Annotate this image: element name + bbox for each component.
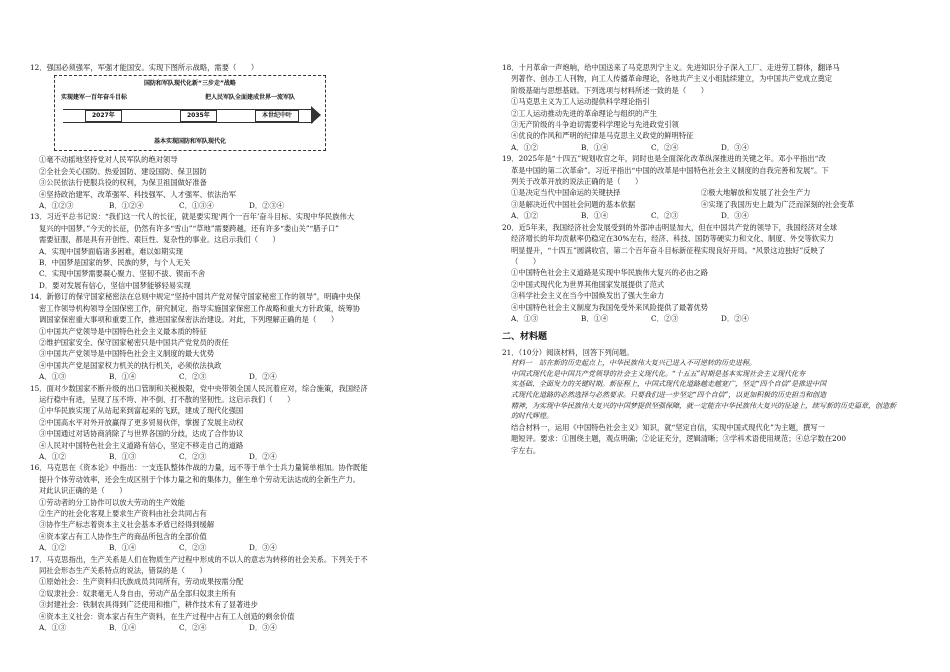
section-heading: 二、材料题 bbox=[502, 332, 548, 343]
q13-stem: 需要征服，都是具有开创性、艰巨性、复杂性的事业。这启示我们（ ） bbox=[39, 235, 280, 245]
option-c: C．②③ bbox=[651, 211, 679, 221]
q19-stem: 革是中国的第二次革命”。习近平指出“中国的改革是中国特色社会主义制度的自我完善和发展”。下 bbox=[511, 165, 829, 175]
strategy-diagram bbox=[54, 75, 326, 151]
q20-options bbox=[502, 313, 940, 324]
option-b: B．①③ bbox=[109, 451, 137, 461]
q12-item: ④坚持政治建军、改革强军、科技强军、人才强军、依法治军 bbox=[39, 189, 237, 199]
q20-item: ④中国特色社会主义制度为我国免受外来风险提供了最著优势 bbox=[511, 302, 709, 312]
q16-stem: 16．马克思在《资本论》中指出：一支连队整体作战的力量，远不等于单个士兵力量简单相加。协作既能 bbox=[30, 463, 368, 473]
q14-item: ②维护国家安全、保守国家秘密只是中国共产党党员的责任 bbox=[39, 337, 229, 347]
q15-stem: 运行稳中有进，呈现了压不垮、冲不倒、打不散的坚韧性。这启示我们（ ） bbox=[39, 394, 295, 404]
q18-item: ③无产阶级的斗争迫切需要科学理论与先进政党引领 bbox=[511, 120, 679, 130]
option-d: D．②④ bbox=[249, 451, 277, 461]
q20-item: ①中国特色社会主义道路是实现中华民族伟大复兴的必由之路 bbox=[511, 268, 709, 278]
q13-choice: A．实现中国梦面临诸多困难，难以如期实现 bbox=[39, 246, 183, 256]
option-c: C．②③ bbox=[179, 543, 207, 553]
option-a: A．①② bbox=[39, 543, 67, 553]
left-column bbox=[30, 62, 468, 633]
q19-stem: 列关于改革开放的说法正确的是（ ） bbox=[511, 177, 643, 187]
option-d: D．②③④ bbox=[249, 201, 285, 211]
option-b: B．①④ bbox=[109, 543, 137, 553]
option-a: A．①② bbox=[511, 211, 539, 221]
q18-item: ④优良的作风和严明的纪律是马克思主义政党的鲜明特征 bbox=[511, 131, 694, 141]
q13-choice: D．要对发展有信心，坚信中国梦能够轻易实现 bbox=[39, 280, 191, 290]
q14-item: ①中国共产党领导是中国特色社会主义最本质的特征 bbox=[39, 326, 207, 336]
option-d: D．③④ bbox=[249, 543, 277, 553]
option-a: A．①② bbox=[511, 142, 539, 152]
q14-item: ③中国共产党领导是中国特色社会主义制度的最大优势 bbox=[39, 349, 215, 359]
q20-stem: 明显提升，“十四五”圆满收官，第二个百年奋斗目标新征程实现良好开局。“风景这边独好”反映了 bbox=[511, 245, 826, 255]
option-a: A．①② bbox=[39, 451, 67, 461]
q19-item: ②极大地解放和发展了社会生产力 bbox=[701, 188, 811, 198]
right-column bbox=[502, 62, 940, 456]
q17-item: ④资本主义社会：资本家占有生产资料，在生产过程中占有工人创造的剩余价值 bbox=[39, 611, 295, 621]
q20-stem: 经济增长的年均贡献率仍稳定在30%左右，经济、科技、国防等硬实力和文化、制度、外交等软实力 bbox=[511, 234, 834, 244]
option-a: A．①③ bbox=[39, 623, 67, 633]
option-d: D．③④ bbox=[721, 211, 749, 221]
q19-options bbox=[502, 210, 940, 221]
option-a: A．①②③ bbox=[39, 201, 74, 211]
material-line: 精神，为实现中华民族伟大复兴的中国梦提供坚强保障，就一定能在中华民族伟大复兴的征途上，续写新的历史篇章，创造新 bbox=[511, 401, 896, 410]
option-b: B．①②④ bbox=[109, 201, 144, 211]
task-line: 结合材料一，运用《中国特色社会主义》知识，就“坚定自信，实现中国式现代化”为主题，撰写一 bbox=[511, 422, 825, 432]
q18-item: ②工人运动推动先进的革命理论与组织的产生 bbox=[511, 108, 657, 118]
q17-options bbox=[30, 622, 468, 633]
option-c: C．①③④ bbox=[179, 201, 214, 211]
option-c: C．②④ bbox=[179, 623, 207, 633]
q19-items-row bbox=[502, 187, 940, 198]
q16-item: ①劳动者的分工协作可以放大劳动的生产效能 bbox=[39, 497, 185, 507]
q12-options bbox=[30, 200, 468, 211]
q15-item: ④人民对中国特色社会主义道路有信心，坚定不移走自己的道路 bbox=[39, 440, 244, 450]
q17-item: ②奴隶社会：奴隶毫无人身自由，劳动产品全部归奴隶主所有 bbox=[39, 588, 237, 598]
material-line: 式现代化道路的必然选择与必然要求。只要我们进一步坚定“四个自信”，以更加积极的历史担当和创造 bbox=[511, 390, 827, 399]
task-line: 题短评。要求：①围绕主题，观点明确；②论证充分，逻辑清晰；③学科术语使用规范；④总字数在200 bbox=[511, 434, 846, 444]
q12-item: ③公民依法行使服兵役的权利，为保卫祖国做好准备 bbox=[39, 178, 207, 188]
material-line: 中国式现代化是中国共产党领导的社会主义现代化。“十五五”时期是基本实现社会主义现代化夯 bbox=[511, 369, 806, 378]
q17-stem: 17．马克思指出，生产关系是人们在物质生产过程中形成的不以人的意志为转移的社会关系。下列关于不 bbox=[30, 554, 368, 564]
q13-choice: B．中国梦是国家的梦、民族的梦，与个人无关 bbox=[39, 258, 191, 268]
q12-stem: 12．强国必须强军，军强才能国安。实现下图所示战略，需要（ ） bbox=[30, 63, 259, 72]
q13-stem: 复兴的中国梦。”今天的长征，仍然有许多“雪山”“草地”需要跨越，还有许多“娄山关”“腊子口” bbox=[39, 223, 339, 233]
diagram-label-bottom: 基本实现国防和军队现代化 bbox=[153, 138, 226, 145]
q19-item: ④实现了我国历史上最为广泛而深刻的社会变革 bbox=[701, 199, 855, 209]
timeline-arrowhead bbox=[311, 106, 321, 124]
q21-stem: 21．（10分）阅读材料，回答下列问题。 bbox=[502, 347, 634, 357]
q16-stem: 对此认识正确的是（ ） bbox=[39, 486, 127, 496]
q14-stem: 密工作领导机构领导全国保密工作，研究制定、指导实施国家保密工作战略和重大方针政策，统筹协 bbox=[39, 303, 361, 313]
option-c: C．②④ bbox=[651, 142, 679, 152]
option-b: B．①④ bbox=[581, 313, 609, 323]
q16-item: ④资本家占有工人协作生产的商品所包含的全部价值 bbox=[39, 531, 207, 541]
option-b: B．①④ bbox=[581, 211, 609, 221]
option-d: D．③④ bbox=[721, 142, 749, 152]
q19-item: ③是解决近代中国社会问题的基本依据 bbox=[511, 199, 636, 209]
q16-stem: 提升个体劳动效率，还会生成区别于个体力量之和的集体力，催生单个劳动无法达成的全新生产力。 bbox=[39, 474, 361, 484]
option-b: B．①④ bbox=[109, 372, 137, 382]
material-block bbox=[502, 358, 940, 422]
diagram-label-right: 把人民军队全面建成世界一流军队 bbox=[205, 94, 296, 102]
year-2035: 2035年 bbox=[180, 110, 217, 122]
q18-item: ①马克思主义为工人运动提供科学理论指引 bbox=[511, 97, 650, 107]
q19-stem: 19．2025年是“十四五”规划收官之年，同时也是全面深化改革纵深推进的关键之年。邓小平指出“改 bbox=[502, 154, 826, 164]
year-2027: 2027年 bbox=[85, 110, 122, 122]
q18-stem: 阶级基础与思想基础。下列选项与材料所述一致的是（ ） bbox=[511, 85, 709, 95]
q18-stem: 列著作、创办工人刊物，向工人传播革命理论，各地共产主义小组陆续建立，为中国共产党成立奠定 bbox=[511, 74, 833, 84]
q20-stem: （ ） bbox=[511, 256, 541, 266]
material-line: 实基础、全面发力的关键时期。新征程上，中国式现代化道路越走越宽广，坚定“四个自信”是推进中国 bbox=[511, 380, 827, 389]
q15-item: ②中国高水平对外开放赢得了更多贸易伙伴，掌握了发展主动权 bbox=[39, 417, 244, 427]
material-line: 材料一 站在新的历史起点上，中华民族伟大复兴已进入不可逆转的历史进程。 bbox=[511, 359, 756, 368]
q16-options bbox=[30, 542, 468, 553]
q18-options bbox=[502, 142, 940, 153]
q13-stem: 13．习近平总书记说：“我们这一代人的长征，就是要实现‘两个一百年’奋斗目标、实现中华民族伟大 bbox=[30, 212, 355, 222]
q16-item: ③协作生产标志着资本主义社会基本矛盾已经得到缓解 bbox=[39, 520, 215, 530]
q15-item: ③中国通过对话协商消除了与世界各国的分歧，达成了合作协议 bbox=[39, 429, 244, 439]
option-d: D．②④ bbox=[721, 313, 749, 323]
q20-item: ②中国式现代化为世界其他国家发展提供了范式 bbox=[511, 279, 665, 289]
q17-item: ①原始社会：生产资料归氏族成员共同所有，劳动成果按需分配 bbox=[39, 577, 244, 587]
option-c: C．②③ bbox=[179, 451, 207, 461]
q14-stem: 调国家保密重大事项和重要工作，推进国家保密法治建设。对此，下列理解正确的是（ ） bbox=[39, 315, 339, 325]
option-d: D．②④ bbox=[249, 372, 277, 382]
q15-options bbox=[30, 451, 468, 462]
q17-stem: 同社会形态生产关系特点的说法，错误的是（ ） bbox=[39, 566, 207, 576]
q16-item: ②生产的社会化客观上要求生产资料由社会共同占有 bbox=[39, 509, 207, 518]
option-a: A．①③ bbox=[39, 372, 67, 382]
q14-stem: 14．新修订的保守国家秘密法在总则中规定“坚持中国共产党对保守国家秘密工作的领导”，明确中央保 bbox=[30, 292, 361, 302]
q12-item: ②全社会关心国防、热爱国防、建设国防、保卫国防 bbox=[39, 166, 207, 176]
q18-stem: 18．十月革命一声炮响，给中国送来了马克思列宁主义。先进知识分子深入工厂、走进劳工群体，翻译马 bbox=[502, 63, 840, 72]
q15-item: ①中华民族实现了从站起来到富起来的飞跃，建成了现代化强国 bbox=[39, 406, 244, 416]
q14-item: ④中国共产党是国家权力机关的执行机关，必须依法执政 bbox=[39, 360, 222, 370]
q19-item: ①是决定当代中国命运的关键抉择 bbox=[511, 188, 621, 198]
task-line: 字左右。 bbox=[511, 445, 541, 455]
diagram-label-left: 实现建军一百年奋斗目标 bbox=[61, 94, 128, 102]
q20-item: ③科学社会主义在当今中国焕发出了强大生命力 bbox=[511, 291, 665, 301]
option-c: C．②③ bbox=[651, 313, 679, 323]
q17-item: ③封建社会：铁制农具得到广泛使用和推广，耕作技术有了显著进步 bbox=[39, 600, 258, 610]
option-d: D．③④ bbox=[249, 623, 277, 633]
q13-choice: C．实现中国梦需要凝心聚力、坚韧不拔、锲而不舍 bbox=[39, 269, 206, 279]
q20-stem: 20．近5年来，我国经济社会发展受到的外部冲击明显加大，但在中国共产党的领导下，我国经济对全球 bbox=[502, 222, 837, 232]
q15-stem: 15．面对少数国家不断升级的出口管制和关税极限，党中央带领全国人民沉着应对，综合施策，我国经济 bbox=[30, 383, 368, 393]
option-a: A．①③ bbox=[511, 313, 539, 323]
option-c: C．②③ bbox=[179, 372, 207, 382]
q19-items-row bbox=[502, 199, 940, 210]
diagram-title: 国防和军队现代化新“三步走”战略 bbox=[144, 80, 236, 88]
year-mid-century: 本世纪中叶 bbox=[255, 110, 299, 122]
material-line: 的时代辉煌。 bbox=[511, 412, 553, 421]
q12-item: ①毫不动摇地坚持党对人民军队的绝对领导 bbox=[39, 155, 178, 165]
option-b: B．①④ bbox=[109, 623, 137, 633]
option-b: B．①④ bbox=[581, 142, 609, 152]
q14-options bbox=[30, 371, 468, 382]
